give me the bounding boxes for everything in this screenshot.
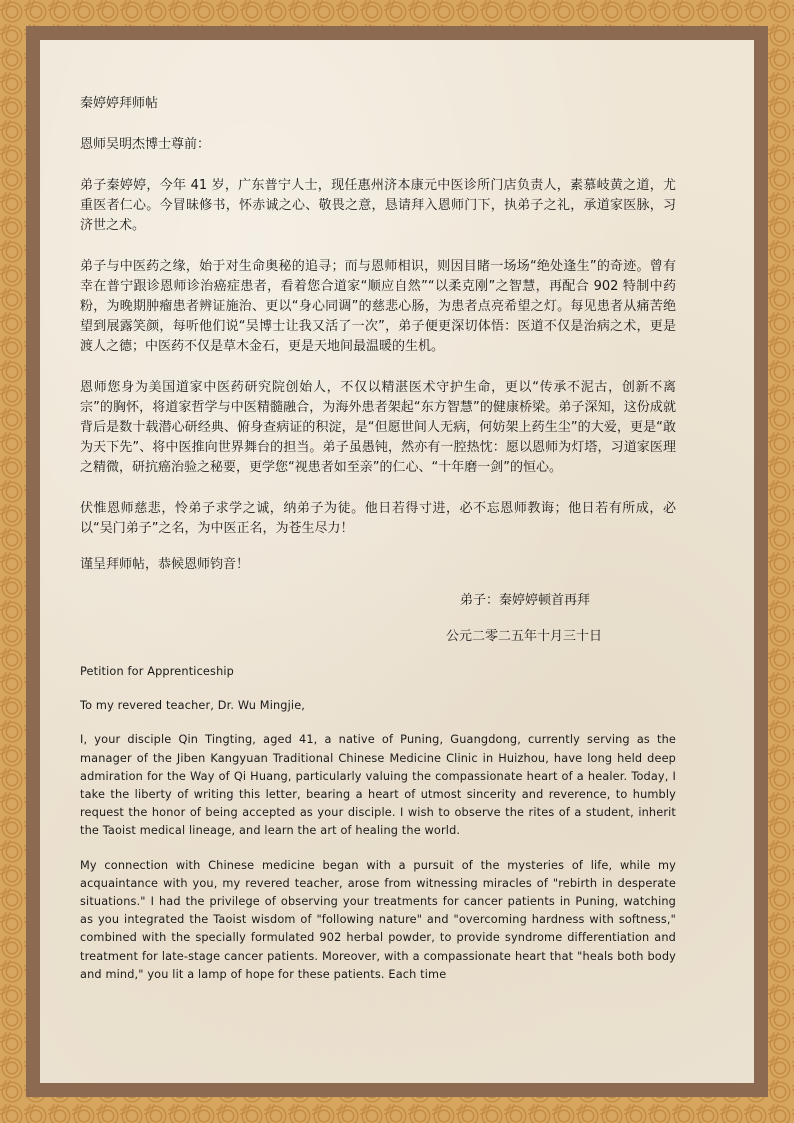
letter-title-zh: 秦婷婷拜师帖 (80, 96, 159, 111)
signature-zh: 弟子：秦婷婷顿首再拜 (460, 593, 591, 608)
paragraph-zh-3: 恩师您身为美国道家中医药研究院创始人，不仅以精湛医术守护生命，更以“传承不泥古，创新不离宗”的胸怀，将道家哲学与中医精髓融合，为海外患者架起“东方智慧”的健康桥梁。弟子深知，这份成就背后是数十载潜心研经典、俯身查病证的积淀，是“但愿世间人无病，何妨架上药生尘”的大爱，更是“敢为天下先”、将中医推向世界舞台的担当。弟子虽愚钝，然亦有一腔热忱：愿以恩师为灯塔，习道家医理之精微，研抗癌治验之秘要，更学您“视患者如至亲”的仁心、“十年磨一剑”的恒心。 (80, 380, 676, 475)
letter-content (80, 94, 676, 984)
paragraph-zh-4: 伏惟恩师慈悲，怜弟子求学之诚，纳弟子为徒。他日若得寸进，必不忘恩师教诲；他日若有所成，必以“吴门弟子”之名，为中医正名，为苍生尽力！ (80, 501, 676, 536)
salutation-zh: 恩师吴明杰博士尊前： (80, 137, 211, 152)
closing-zh: 谨呈拜师帖，恭候恩师钧音！ (80, 557, 250, 572)
salutation-en: To my revered teacher, Dr. Wu Mingjie, (80, 699, 306, 713)
paragraph-zh-2: 弟子与中医药之缘，始于对生命奥秘的追寻；而与恩师相识，则因目睹一场场“绝处逢生”的奇迹。曾有幸在普宁跟诊恩师诊治癌症患者，看着您合道家“顺应自然”“以柔克刚”之智慧，再配合 902 特制中药粉，为晚期肿瘤患者辨证施治、更以“身心同调”的慈悲心肠，为患者点亮希望之灯。每见患者从痛苦绝望到展露笑颜，每听他们说“吴博士让我又活了一次”，弟子便更深切体悟：医道不仅是治病之术，更是渡人之德；中医药不仅是草木金石，更是天地间最温暖的生机。 (80, 259, 676, 354)
letter-title-en: Petition for Apprenticeship (80, 665, 234, 678)
paragraph-en-2: My connection with Chinese medicine began with a pursuit of the mysteries of life, while my acquaintance with you, my revered teacher, arose from witnessing miracles of "rebirth in desperate situations." I had the privilege of observing your treatments for cancer patients in Puning, watching as you integrated the Taoist wisdom of "following nature" and "overcoming hardness with softness," combined with the specially formulated 902 herbal powder, to provide syndrome differentiation and treatment for late-stage cancer patients. Moreover, with a compassionate heart that "heals both body and mind," you lit a lamp of hope for these patients. Each time (80, 858, 676, 981)
date-zh: 公元二零二五年十月三十日 (446, 629, 603, 644)
paragraph-zh-1: 弟子秦婷婷，今年 41 岁，广东普宁人士，现任惠州济本康元中医诊所门店负责人，素慕岐黄之道，尤重医者仁心。今冒昧修书，怀赤诚之心、敬畏之意，恳请拜入恩师门下，执弟子之礼，承道家医脉，习济世之术。 (80, 178, 676, 233)
paragraph-en-1: I, your disciple Qin Tingting, aged 41, a native of Puning, Guangdong, currently serving as the manager of the Jiben Kangyuan Traditional Chinese Medicine Clinic in Huizhou, have long held deep admiration for the Way of Qi Huang, particularly valuing the compassionate heart of a healer. Today, I take the liberty of writing this letter, bearing a heart of utmost sincerity and reverence, to humbly request the honor of being accepted as your disciple. I wish to observe the rites of a student, inherit the Taoist medical lineage, and learn the art of healing the world. (80, 733, 676, 838)
